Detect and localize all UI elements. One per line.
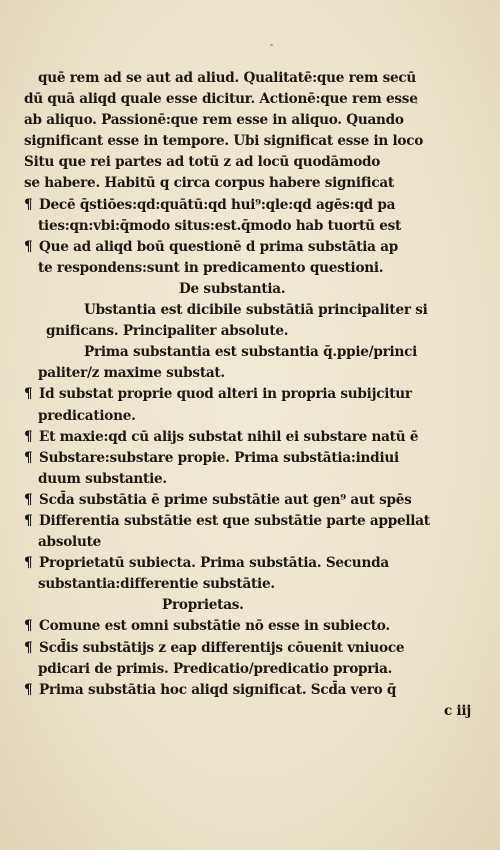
paragraph-line: ¶ Prima substātia hoc aliqd significat. Scd̄a vero q̄ — [24, 680, 486, 701]
paragraph-line: ¶ Substare:substare propie. Prima substātia:indiui — [24, 448, 486, 469]
text-line: quē rem ad se aut ad aliud. Qualitatē:que rem secū — [38, 70, 417, 86]
text-line: Prima substantia est substantia q̄.ppie/princi — [84, 344, 418, 361]
text-line: pdicari de primis. Predicatio/predicatio propria. — [38, 660, 393, 677]
paragraph-line: ¶ Scd̄is substātijs z eap differentijs cōuenit vniuoce — [24, 638, 486, 659]
paragraph-mark: ¶ — [24, 639, 33, 656]
paragraph-line: ¶ Decē q̄stiōes:qd:quātū:qd hui⁹:qle:qd agēs:qd pa — [24, 195, 486, 216]
paragraph-mark: ¶ — [24, 196, 33, 213]
text-line: absolute — [38, 534, 102, 551]
paragraph-mark: ¶ — [24, 449, 33, 466]
text-line: predicatione. — [38, 407, 136, 424]
paragraph-line: ¶ Differentia substātie est que substātie parte appellat — [24, 511, 486, 532]
paragraph-line: ¶ Et maxie:qd cū alijs substat nihil ei substare natū ē — [24, 427, 486, 448]
section-heading: De substantia. — [179, 280, 286, 297]
text-line: significant esse in tempore. Ubi significat esse in loco — [24, 133, 424, 150]
paragraph-mark: ¶ — [24, 428, 33, 445]
text-line: se habere. Habitū q circa corpus habere significat — [24, 175, 394, 192]
paragraph-line: ¶ Proprietatū subiecta. Prima substātia. Secunda — [24, 553, 486, 574]
paragraph-mark: ¶ — [24, 681, 33, 698]
paragraph-mark: ¶ — [24, 386, 33, 403]
text-block — [24, 68, 486, 722]
paragraph-line: ¶ Comune est omni substātie nō esse in subiecto. — [24, 616, 486, 637]
text-line: te respondens:sunt in predicamento questioni. — [38, 259, 384, 276]
paragraph-line: ¶ Scd̄a substātia ē prime substātie aut gen⁹ aut spēs — [24, 490, 486, 511]
signature-mark: c iij — [444, 702, 472, 719]
paragraph-mark: ¶ — [24, 238, 33, 255]
paragraph-mark: ¶ — [24, 618, 33, 635]
text-line: Ubstantia est dicibile substātiā principaliter si — [84, 302, 428, 319]
text-line: Situ que rei partes ad totū z ad locū quodāmodo — [24, 154, 381, 171]
paragraph-mark: ¶ — [24, 555, 33, 572]
text-line: ties:qn:vbi:q̄modo situs:est.q̄modo hab tuortū est — [38, 217, 402, 234]
text-line: dū quā aliqd quale esse dicitur. Actionē:que rem esse — [24, 91, 418, 108]
text-line: ab aliquo. Passionē:que rem esse in aliquo. Quando — [24, 112, 404, 129]
text-line: duum substantie. — [38, 470, 167, 487]
paragraph-line: ¶ Que ad aliqd boū questionē d prima substātia ap — [24, 237, 486, 258]
text-line: substantia:differentie substātie. — [38, 576, 275, 593]
paragraph-mark: ¶ — [24, 491, 33, 508]
text-line: paliter/z maxime substat. — [38, 365, 225, 382]
text-line: gnificans. Principaliter absolute. — [46, 323, 289, 340]
ink-speck — [270, 44, 273, 46]
section-heading: Proprietas. — [162, 597, 244, 614]
paragraph-mark: ¶ — [24, 512, 33, 529]
paragraph-line: ¶ Id substat proprie quod alteri in propria subijcitur — [24, 384, 486, 405]
